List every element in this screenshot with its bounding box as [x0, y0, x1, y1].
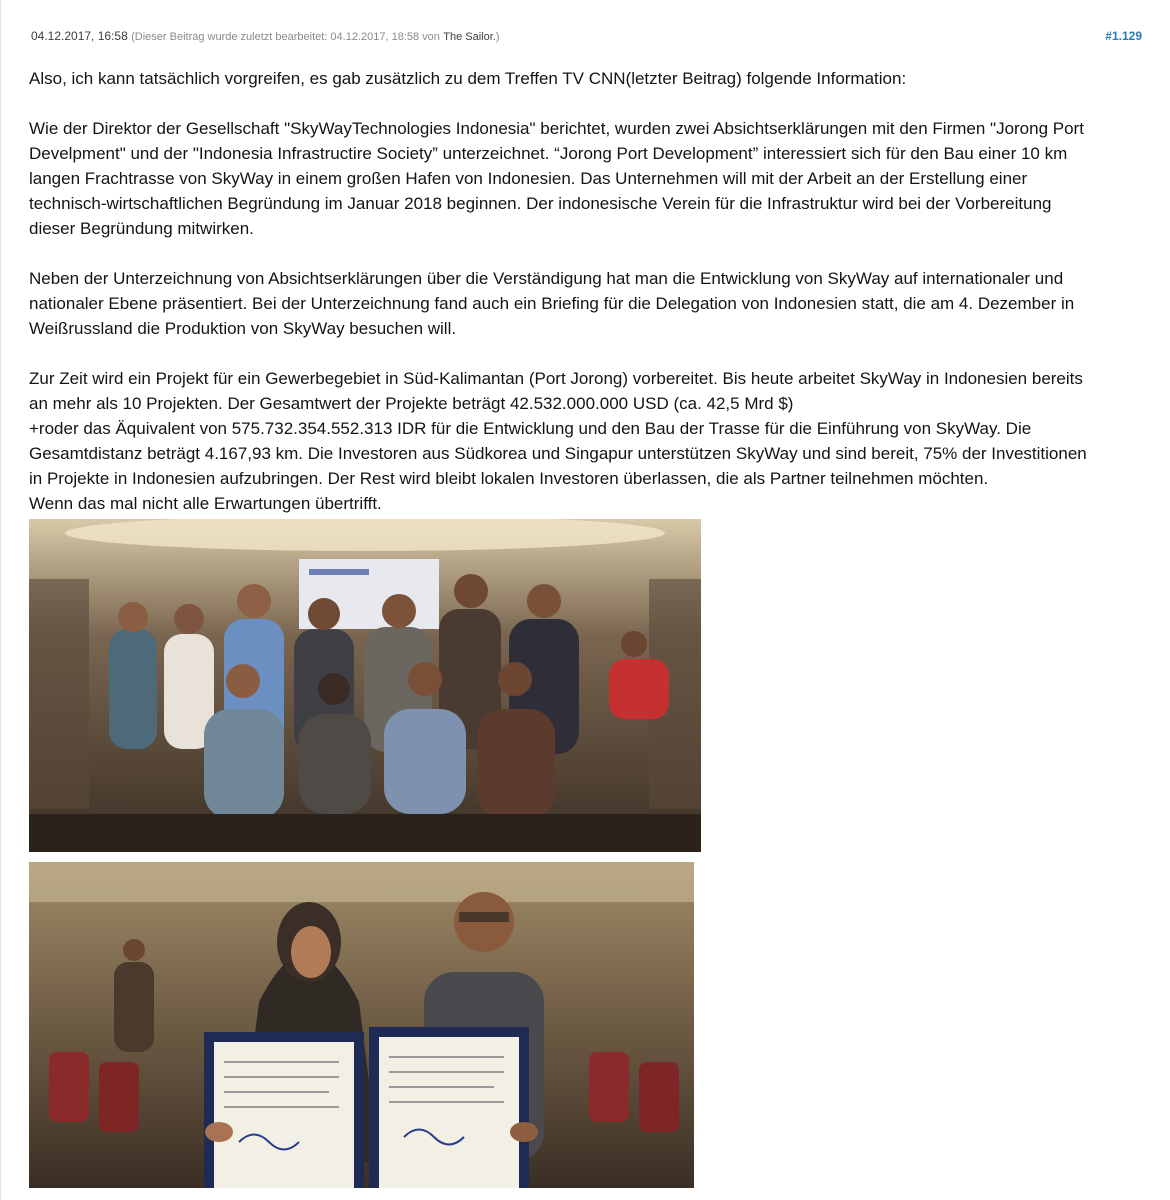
post-line: Wie der Direktor der Gesellschaft "SkyWayTechnologies Indonesia" berichtet, wurden zwei Absichtserklärungen mit den Firmen "Jorong Port — [29, 119, 1084, 138]
paragraph-gap — [29, 91, 1149, 116]
signing-photo-image[interactable] — [29, 862, 694, 1188]
paragraph-gap — [29, 241, 1149, 266]
post-line: dieser Begründung mitwirken. — [29, 219, 254, 238]
post-line: +roder das Äquivalent von 575.732.354.552.313 IDR für die Entwicklung und den Bau der Trasse für die Einführung von SkyWay. Die — [29, 419, 1032, 438]
post-line: Weißrussland die Produktion von SkyWay besuchen will. — [29, 319, 457, 338]
post-line: langen Frachtrasse von SkyWay in einem großen Hafen von Indonesien. Das Unternehmen will mit der Arbeit an der Erstellung einer — [29, 169, 1028, 188]
post-line: Gesamtdistanz beträgt 4.167,93 km. Die Investoren aus Südkorea und Singapur unterstützen SkyWay und sind bereit, 75% der Investitionen — [29, 444, 1087, 463]
editor-name[interactable]: The Sailor. — [443, 31, 496, 43]
post-meta-bar — [31, 29, 1142, 45]
post-line: Wenn das mal nicht alle Erwartungen übertrifft. — [29, 494, 382, 513]
post-line: Zur Zeit wird ein Projekt für ein Gewerbegebiet in Süd-Kalimantan (Port Jorong) vorbereitet. Bis heute arbeitet SkyWay in Indonesien bereits — [29, 369, 1083, 388]
group-photo-image[interactable] — [29, 519, 701, 852]
post-number-link[interactable]: #1.129 — [1105, 29, 1142, 43]
post-line: Also, ich kann tatsächlich vorgreifen, es gab zusätzlich zu dem Treffen TV CNN(letzter Beitrag) folgende Information: — [29, 69, 907, 88]
post-line: technisch-wirtschaftlichen Begründung im Januar 2018 beginnen. Der indonesische Verein für die Infrastruktur wird bei der Vorbereitung — [29, 194, 1052, 213]
group-photo-icon — [29, 519, 701, 852]
post-line: nationaler Ebene präsentiert. Bei der Unterzeichnung fand auch ein Briefing für die Delegation von Indonesien statt, die am 4. Dezember in — [29, 294, 1075, 313]
paragraph-gap — [29, 341, 1149, 366]
post-line: an mehr als 10 Projekten. Der Gesamtwert der Projekte beträgt 42.532.000.000 USD (ca. 42,5 Mrd $) — [29, 394, 794, 413]
post-body — [29, 66, 1149, 516]
post-line: Develpment" und der "Indonesia Infrastructire Society” unterzeichnet. “Jorong Port Development” interessiert sich für den Bau einer 10 km — [29, 144, 1068, 163]
edit-note-end: ) — [495, 31, 500, 43]
post-line: Neben der Unterzeichnung von Absichtserklärungen über die Verständigung hat man die Entwicklung von SkyWay auf internationaler und — [29, 269, 1064, 288]
edit-note: (Dieser Beitrag wurde zuletzt bearbeitet: 04.12.2017, 18:58 von — [131, 31, 440, 43]
post-date: 04.12.2017, 16:58 — [31, 29, 128, 43]
signing-photo-icon — [29, 862, 694, 1188]
post-line: in Projekte in Indonesien aufzubringen. Der Rest wird bleibt lokalen Investoren überlassen, die als Partner teilnehmen möchten. — [29, 469, 989, 488]
